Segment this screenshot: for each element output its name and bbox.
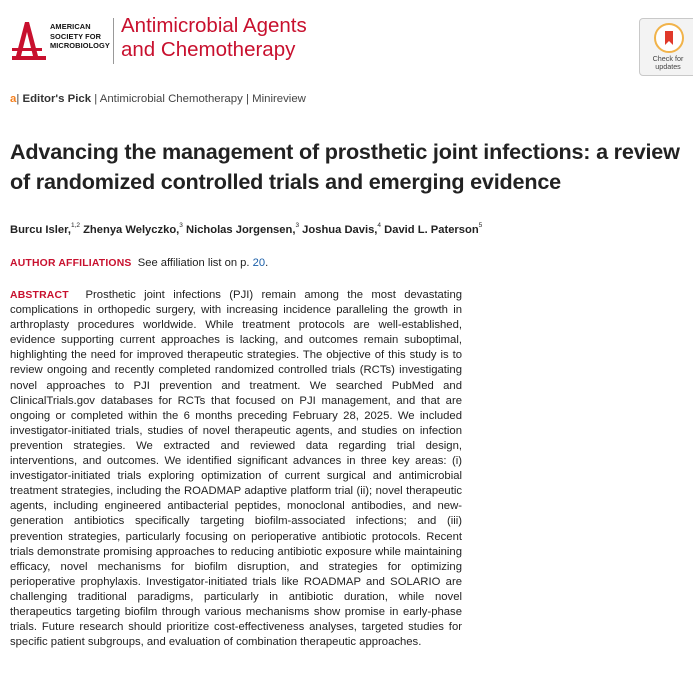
journal-header <box>10 14 690 70</box>
meta-separator: | <box>94 93 98 105</box>
author[interactable]: Nicholas Jorgensen,$^3$ <box>186 222 300 236</box>
article-category: Antimicrobial Chemotherapy | Minireview <box>99 93 306 105</box>
header-divider <box>113 18 114 64</box>
journal-title[interactable]: Antimicrobial Agents and Chemotherapy <box>121 14 307 61</box>
check-for-updates-button[interactable] <box>639 18 693 76</box>
author[interactable]: Zhenya Welyczko,$^3$ <box>83 222 183 236</box>
check-updates-icon <box>654 23 684 53</box>
author-affiliations <box>10 257 268 269</box>
author[interactable]: David L. Paterson$^5$ <box>384 222 483 236</box>
affiliations-end: . <box>265 257 269 269</box>
author[interactable]: Joshua Davis,$^4$ <box>302 222 382 236</box>
abstract-label: ABSTRACT <box>10 290 69 301</box>
asm-logo-icon <box>10 18 48 62</box>
abstract-text: Prosthetic joint infections (PJI) remain among the most devastating complications in orthopedic surgery, with increasing incidence paralleling the growth in arthroplasty procedures worldwide. While treatment protocols are well-established, evidence supporting current approaches is lacking, and outcomes remain suboptimal, highlighting the need for improved therapeutic strategies. The objective of this study is to review ongoing and recently completed randomized controlled trials (RCTs) investigating novel approaches to PJI prevention and treatment. We searched PubMed and ClinicalTrials.gov databases for RCTs that focused on PJI management, and that are ongoing or completed within the 6 months preceding February 28, 2025. We included investigator-initiated trials, studies of novel therapeutic agents, and studies on infection prevention strategies. We extracted and reviewed data regarding trial design, interventions, and outcomes. We identified significant advances in three key areas: (i) investigator-initiated trials exploring optimization of current surgical and antimicrobial treatment strategies, including the ROADMAP adaptive platform trial (ii); novel therapeutic agents, including engineered antibacterial peptides, monoclonal antibodies, and new-generation antibiotics specifically targeting biofilm-associated infections; and (iii) prevention strategies, particularly focusing on perioperative antibiotic protocols. Recent trials demonstrate promising approaches to reducing antibiotic exposure while maintaining efficacy, novel mechanisms for biofilm disruption, and strategies for optimizing perioperative prophylaxis. Investigator-initiated trials like ROADMAP and SOLARIO are challenging traditional paradigms, particularly in antibiotic duration, while novel therapeutics targeting biofilm through various mechanisms show promise in early-phase trials. Future research should prioritize cost-effectiveness analyses, targeted studies for specific patient subgroups, and evaluation of combination therapeutic approaches. <box>10 289 463 649</box>
article-meta <box>10 93 306 105</box>
affiliations-label: AUTHOR AFFILIATIONS <box>10 258 132 269</box>
affiliations-page-link[interactable]: 20 <box>252 257 266 269</box>
meta-separator: | <box>16 93 20 105</box>
article-title: Advancing the management of prosthetic joint infections: a review of randomized controlled trials and emerging evidence <box>10 139 680 194</box>
affiliations-text: See affiliation list on p. <box>137 257 250 269</box>
author[interactable]: Burcu Isler,$^{1,2}$ <box>10 222 80 236</box>
check-updates-label: Check for updates <box>652 54 684 72</box>
editors-pick-label: Editor's Pick <box>22 93 92 105</box>
society-name: AMERICAN SOCIETY FOR MICROBIOLOGY <box>50 22 110 51</box>
open-access-icon: a <box>10 93 17 105</box>
abstract <box>10 288 462 650</box>
author-list <box>10 223 482 236</box>
